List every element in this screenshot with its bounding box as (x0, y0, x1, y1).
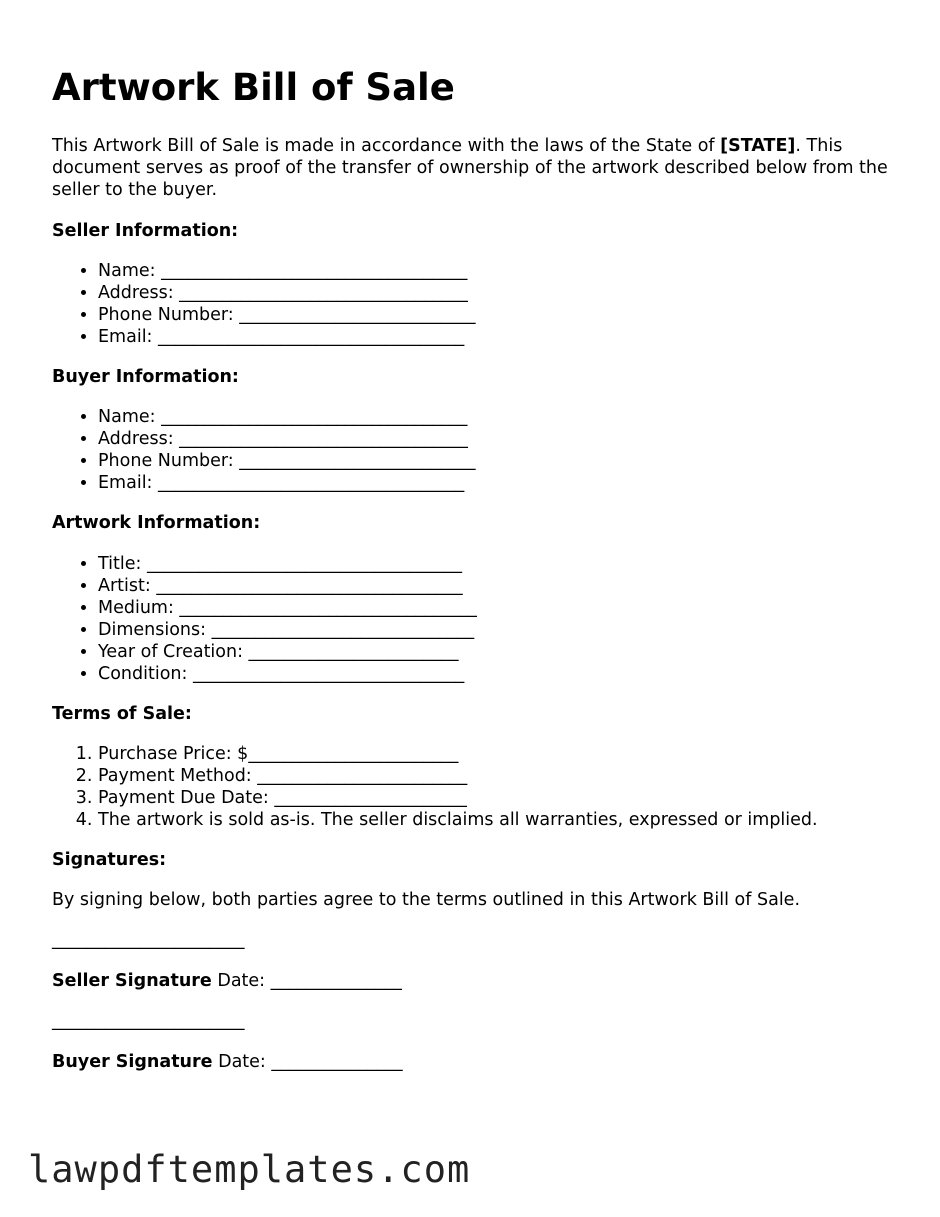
payment-due-date-field[interactable]: 3. Payment Due Date: ______________________ (98, 787, 818, 809)
buyer-signature-row (52, 1051, 403, 1073)
artwork-fields-list (52, 553, 477, 685)
seller-signature-line[interactable]: ______________________ (52, 930, 245, 950)
signatures-statement: By signing below, both parties agree to the terms outlined in this Artwork Bill of Sale. (52, 890, 801, 910)
seller-date-field[interactable]: Date: _______________ (211, 971, 402, 991)
seller-email-field[interactable]: • Email: ___________________________________ (98, 326, 475, 348)
buyer-signature-line[interactable]: ______________________ (52, 1011, 245, 1031)
seller-signature-label: Seller Signature (52, 971, 212, 991)
intro-text-after: . This document serves as proof of the transfer of ownership of the artwork described below from the seller to the buyer. (52, 136, 888, 200)
seller-name-field[interactable]: • Name: ___________________________________ (98, 260, 475, 282)
payment-method-field[interactable]: 2. Payment Method: ________________________ (98, 765, 818, 787)
buyer-heading: Buyer Information: (52, 367, 239, 387)
buyer-address-field[interactable]: • Address: _________________________________ (98, 428, 475, 450)
buyer-email-field[interactable]: • Email: ___________________________________ (98, 472, 475, 494)
seller-phone-field[interactable]: • Phone Number: ___________________________ (98, 304, 475, 326)
artwork-heading: Artwork Information: (52, 513, 261, 533)
artwork-medium-field[interactable]: • Medium: __________________________________ (98, 597, 477, 619)
seller-heading: Seller Information: (52, 221, 239, 241)
seller-fields-list (52, 260, 475, 348)
purchase-price-field[interactable]: 1. Purchase Price: $________________________ (98, 743, 818, 765)
artwork-title-field[interactable]: • Title: ____________________________________ (98, 553, 477, 575)
artwork-artist-field[interactable]: • Artist: ___________________________________ (98, 575, 477, 597)
buyer-name-field[interactable]: • Name: ___________________________________ (98, 406, 475, 428)
document-title: Artwork Bill of Sale (52, 66, 455, 109)
artwork-condition-field[interactable]: • Condition: _______________________________ (98, 663, 477, 685)
terms-heading: Terms of Sale: (52, 704, 192, 724)
buyer-fields-list (52, 406, 475, 494)
seller-address-field[interactable]: • Address: _________________________________ (98, 282, 475, 304)
as-is-clause: 4. The artwork is sold as-is. The seller disclaims all warranties, expressed or implied. (98, 809, 818, 831)
buyer-phone-field[interactable]: • Phone Number: ___________________________ (98, 450, 475, 472)
buyer-signature-label: Buyer Signature (52, 1052, 213, 1072)
intro-paragraph (52, 135, 902, 201)
buyer-date-field[interactable]: Date: _______________ (212, 1052, 403, 1072)
artwork-year-field[interactable]: • Year of Creation: ________________________ (98, 641, 477, 663)
artwork-dimensions-field[interactable]: • Dimensions: ______________________________ (98, 619, 477, 641)
terms-list (52, 743, 818, 831)
signatures-heading: Signatures: (52, 850, 167, 870)
site-watermark: lawpdftemplates.com (28, 1148, 471, 1191)
state-placeholder: [STATE] (720, 136, 796, 156)
intro-text-before: This Artwork Bill of Sale is made in accordance with the laws of the State of (52, 136, 721, 156)
seller-signature-row (52, 970, 402, 992)
